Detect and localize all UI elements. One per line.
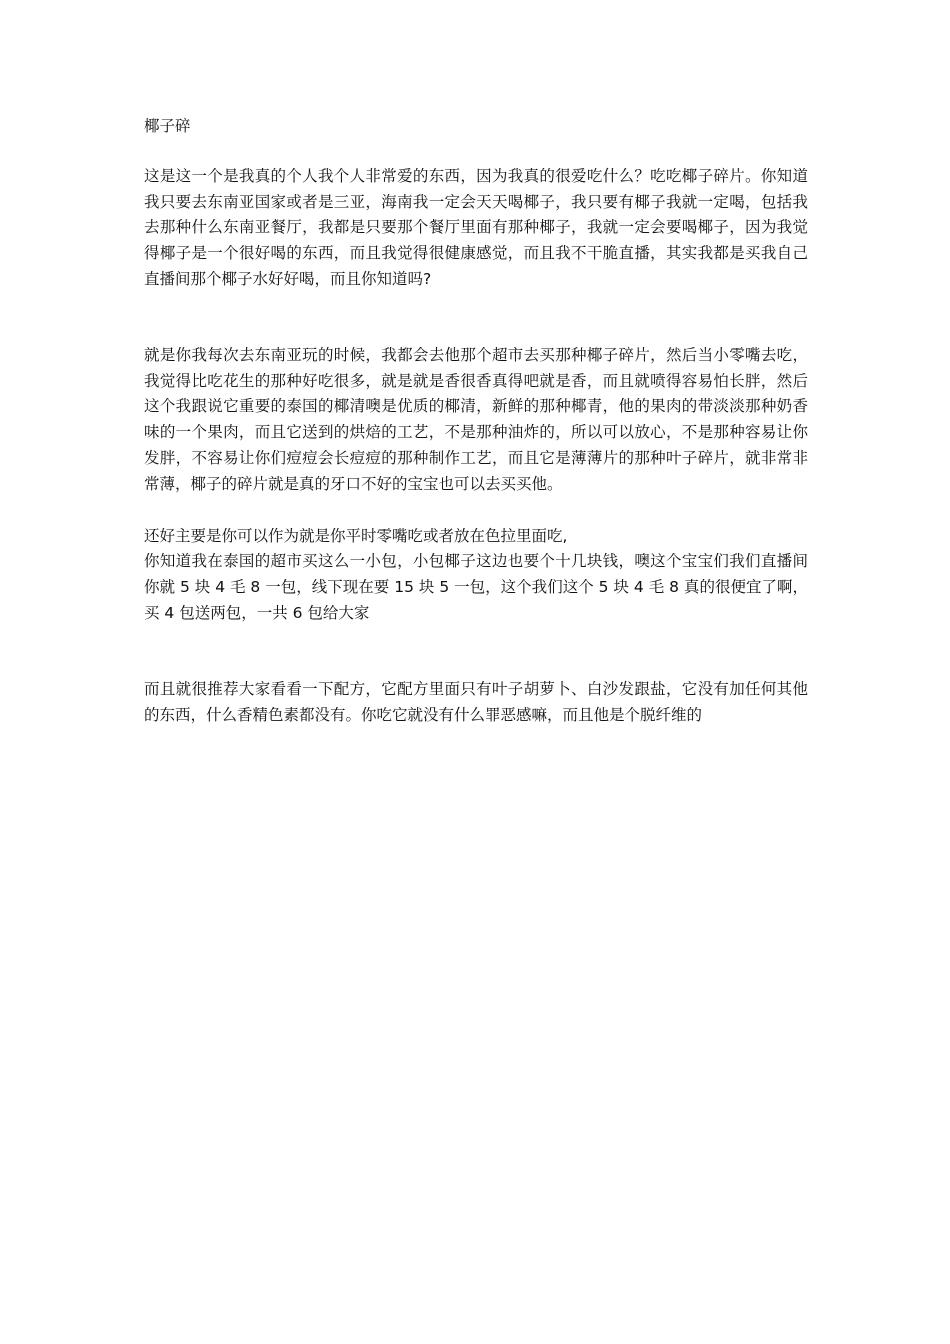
- paragraph-3: 还好主要是你可以作为就是你平时零嘴吃或者放在色拉里面吃,: [144, 526, 568, 545]
- document-title: 椰子碎: [144, 117, 191, 135]
- document-body: [144, 114, 808, 728]
- paragraph-2: 就是你我每次去东南亚玩的时候，我都会去他那个超市去买那种椰子碎片，然后当小零嘴去吃，我觉得比吃花生的那种好吃很多，就是就是香很香真得吧就是香，而且就喷得容易怕长胖，然后这个我跟说它重要的泰国的椰清噢是优质的椰清，新鲜的那种椰青，他的果肉的带淡淡那种奶香味的一个果肉，而且它送到的烘焙的工艺，不是那种油炸的，所以可以放心，不是那种容易让你发胖，不容易让你们痘痘会长痘痘的那种制作工艺，而且它是薄薄片的那种叶子碎片，就非常非常薄，椰子的碎片就是真的牙口不好的宝宝也可以去买买他。: [144, 345, 808, 493]
- paragraph-4: 你知道我在泰国的超市买这么一小包，小包椰子这边也要个十几块钱，噢这个宝宝们我们直播间你就 5 块 4 毛 8 一包，线下现在要 15 块 5 一包，这个我们这个 5 块 4 毛 8 真的很便宜了啊，买 4 包送两包，一共 6 包给大家: [144, 552, 808, 622]
- paragraph-5: 而且就很推荐大家看看一下配方，它配方里面只有叶子胡萝卜、白沙发跟盐，它没有加任何其他的东西，什么香精色素都没有。你吃它就没有什么罪恶感嘛，而且他是个脱纤维的: [144, 679, 808, 724]
- paragraph-spacer: [144, 498, 808, 524]
- paragraph-1: 这是这一个是我真的个人我个人非常爱的东西，因为我真的很爱吃什么？吃吃椰子碎片。你知道我只要去东南亚国家或者是三亚，海南我一定会天天喝椰子，我只要有椰子我就一定喝，包括我去那种什么东南亚餐厅，我都是只要那个餐厅里面有那种椰子，我就一定会要喝椰子，因为我觉得椰子是一个很好喝的东西，而且我觉得很健康感觉，而且我不干脆直播，其实我都是买我自己直播间那个椰子水好好喝，而且你知道吗?: [144, 166, 808, 288]
- paragraph-spacer: [144, 293, 808, 343]
- paragraph-spacer: [144, 627, 808, 677]
